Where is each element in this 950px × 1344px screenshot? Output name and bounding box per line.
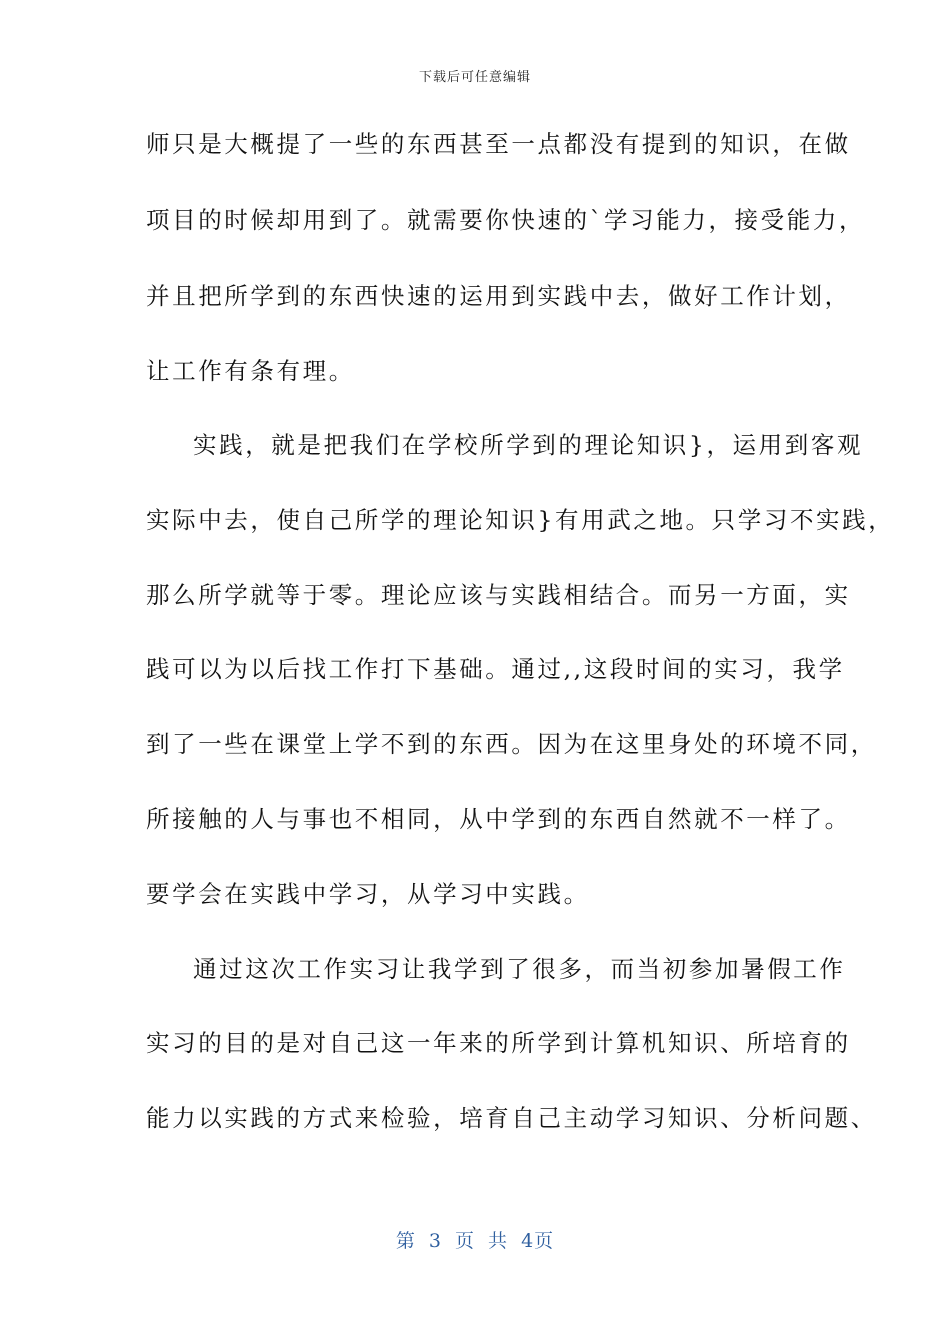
text-line-13: 实习的目的是对自己这一年来的所学到计算机知识、所培育的: [146, 1029, 851, 1057]
page-number-footer: 第 3 页 共 4页: [395, 1230, 555, 1252]
page-header: 下载后可任意编辑: [418, 70, 531, 85]
text-line-8: 践可以为以后找工作打下基础。通过,,这段时间的实习，我学: [146, 655, 845, 683]
text-line-14: 能力以实践的方式来检验，培育自己主动学习知识、分析问题、: [146, 1104, 877, 1132]
text-line-10: 所接触的人与事也不相同，从中学到的东西自然就不一样了。: [146, 805, 851, 833]
text-line-1: 师只是大概提了一些的东西甚至一点都没有提到的知识，在做: [146, 130, 851, 158]
text-line-9: 到了一些在课堂上学不到的东西。因为在这里身处的环境不同，: [146, 730, 877, 758]
text-line-5: 实践，就是把我们在学校所学到的理论知识}，运用到客观: [193, 431, 864, 459]
text-line-3: 并且把所学到的东西快速的运用到实践中去，做好工作计划，: [146, 282, 851, 310]
text-line-12: 通过这次工作实习让我学到了很多，而当初参加暑假工作: [193, 955, 846, 983]
text-line-2: 项目的时候却用到了。就需要你快速的`学习能力，接受能力，: [146, 206, 866, 234]
text-line-7: 那么所学就等于零。理论应该与实践相结合。而另一方面，实: [146, 581, 851, 609]
text-line-11: 要学会在实践中学习，从学习中实践。: [146, 880, 590, 908]
text-line-4: 让工作有条有理。: [146, 357, 355, 385]
text-line-6: 实际中去，使自己所学的理论知识}有用武之地。只学习不实践，: [146, 506, 895, 534]
